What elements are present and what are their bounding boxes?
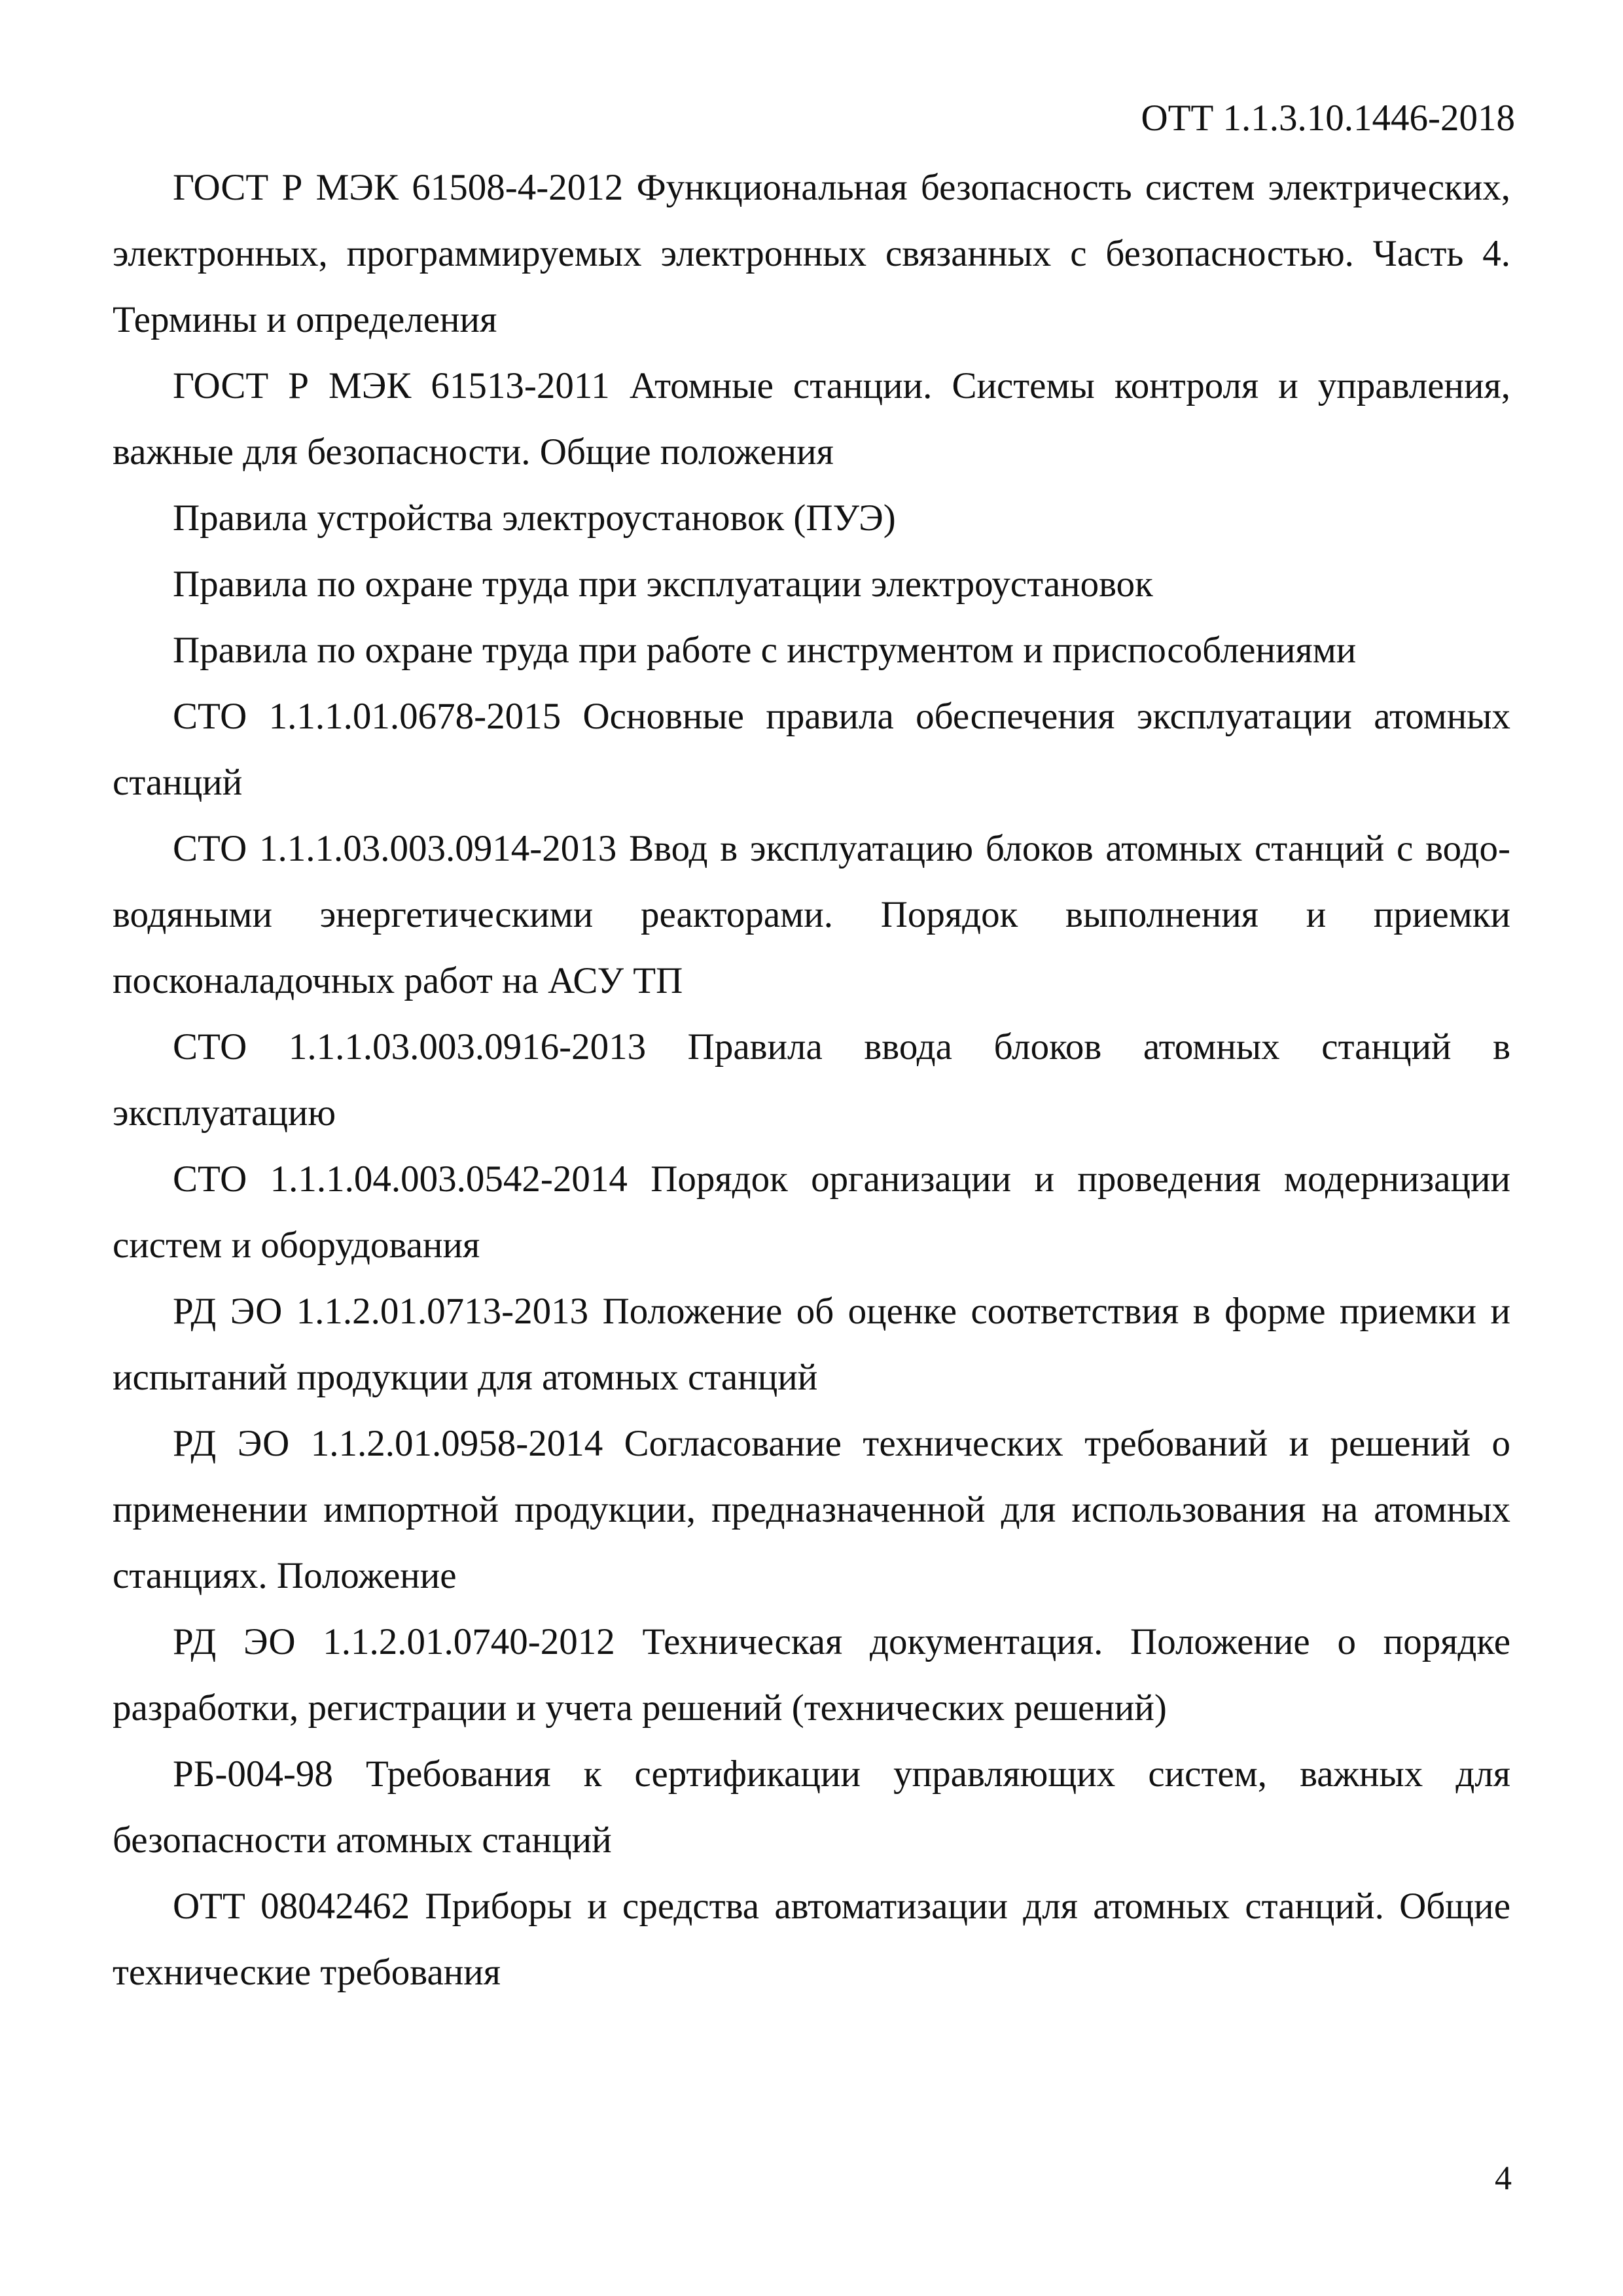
reference-item: Правила по охране труда при работе с инструментом и приспособлениями [173, 630, 1357, 671]
reference-item: СТО 1.1.1.01.0678-2015 Основные правила обеспечения эксплуатации атомных станций [113, 696, 1510, 803]
reference-item: ГОСТ Р МЭК 61508-4-2012 Функциональная безопасность систем электрических, электронных, программируемых электронных связанных с безопасностью. Часть 4. Термины и определения [113, 167, 1510, 340]
reference-item: РБ-004-98 Требования к сертификации управляющих систем, важных для безопасности атомных станций [113, 1753, 1510, 1861]
references-list [113, 154, 1510, 2005]
reference-item: СТО 1.1.1.03.003.0916-2013 Правила ввода блоков атомных станций в эксплуатацию [113, 1026, 1510, 1134]
reference-item: ОТТ 08042462 Приборы и средства автоматизации для атомных станций. Общие технические требования [113, 1886, 1510, 1993]
reference-item: РД ЭО 1.1.2.01.0740-2012 Техническая документация. Положение о порядке разработки, регистрации и учета решений (технических решений) [113, 1621, 1510, 1729]
reference-item: ГОСТ Р МЭК 61513-2011 Атомные станции. Системы контроля и управления, важные для безопасности. Общие положения [113, 365, 1510, 473]
reference-item: РД ЭО 1.1.2.01.0958-2014 Согласование технических требований и решений о применении импортной продукции, предназначенной для использования на атомных станциях. Положение [113, 1423, 1510, 1596]
reference-item: СТО 1.1.1.04.003.0542-2014 Порядок организации и проведения модернизации систем и оборудования [113, 1158, 1510, 1266]
reference-item: Правила устройства электроустановок (ПУЭ) [173, 497, 896, 539]
reference-item: Правила по охране труда при эксплуатации электроустановок [173, 564, 1153, 605]
page-number: 4 [1495, 2160, 1512, 2197]
reference-item: СТО 1.1.1.03.003.0914-2013 Ввод в эксплуатацию блоков атомных станций с водо-водяными энергетическими реакторами. Порядок выполнения и приемки посконаладочных работ на АСУ ТП [113, 828, 1510, 1001]
reference-item: РД ЭО 1.1.2.01.0713-2013 Положение об оценке соответствия в форме приемки и испытаний продукции для атомных станций [113, 1291, 1510, 1398]
document-code: ОТТ 1.1.3.10.1446-2018 [1141, 98, 1515, 139]
